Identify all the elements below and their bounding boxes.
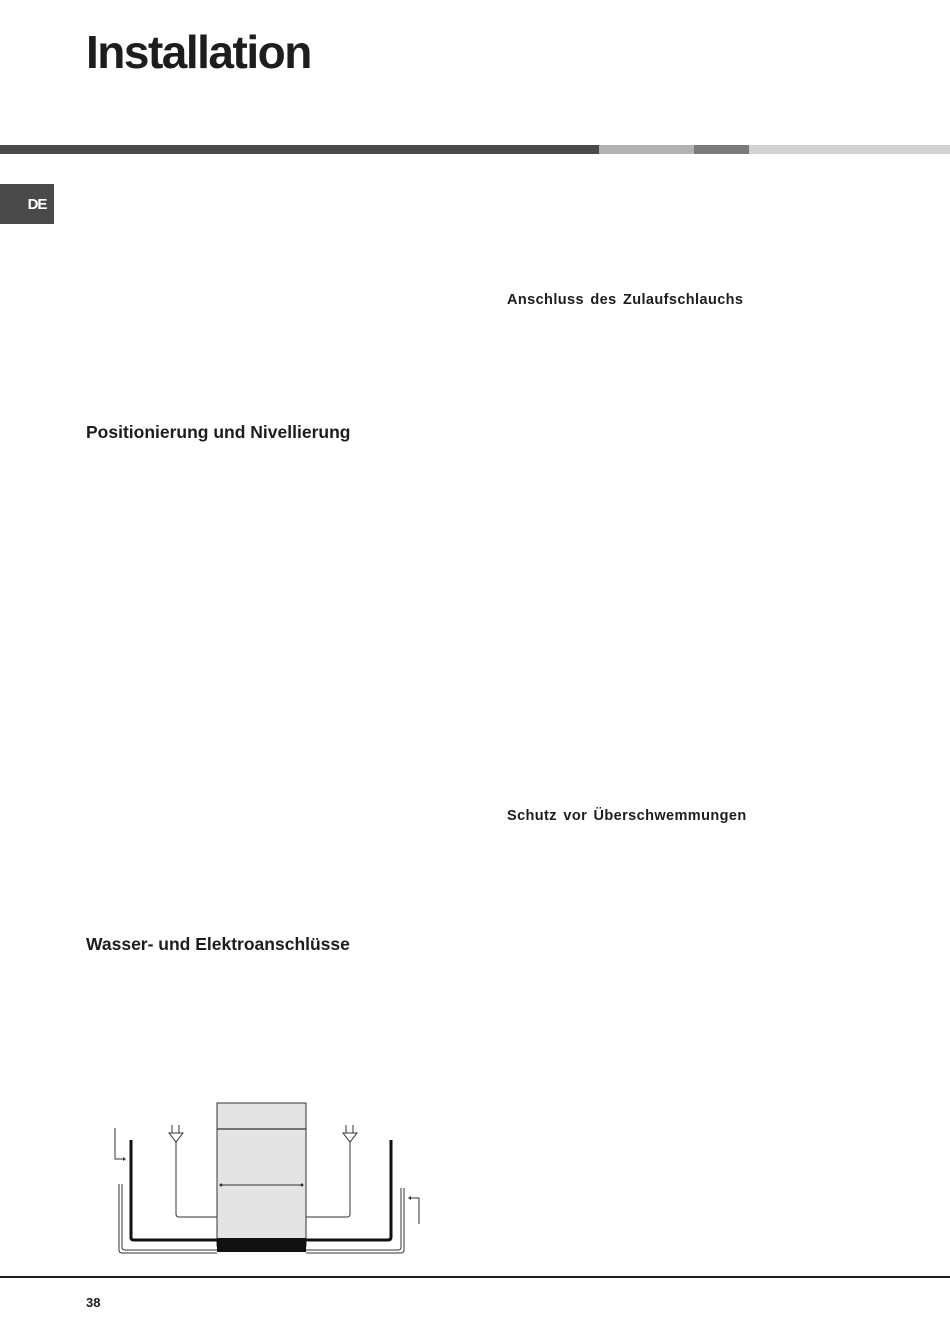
header-band-pale [749, 145, 950, 154]
appliance-base [217, 1238, 306, 1252]
heading-positioning: Positionierung und Nivellierung [86, 422, 351, 442]
heading-connections: Wasser- und Elektroanschlüsse [86, 934, 350, 954]
page-title: Installation [86, 26, 311, 78]
footer-rule [0, 1276, 950, 1278]
appliance-installation-diagram-icon [108, 1098, 428, 1258]
left-pointer-icon [115, 1128, 126, 1161]
language-tab: DE [0, 184, 54, 224]
page-number: 38 [86, 1295, 101, 1310]
header-band-mid [694, 145, 749, 154]
right-tap-icon [343, 1125, 357, 1142]
right-hose [306, 1142, 350, 1217]
header-band-dark [0, 145, 599, 154]
left-hose [176, 1142, 217, 1217]
header-band-light [599, 145, 694, 154]
left-tap-icon [169, 1125, 183, 1142]
heading-hose-connection: Anschluss des Zulaufschlauchs [507, 292, 744, 308]
heading-flood-protection: Schutz vor Überschwemmungen [507, 808, 747, 824]
right-pointer-icon [408, 1196, 419, 1224]
appliance-body [217, 1103, 306, 1246]
